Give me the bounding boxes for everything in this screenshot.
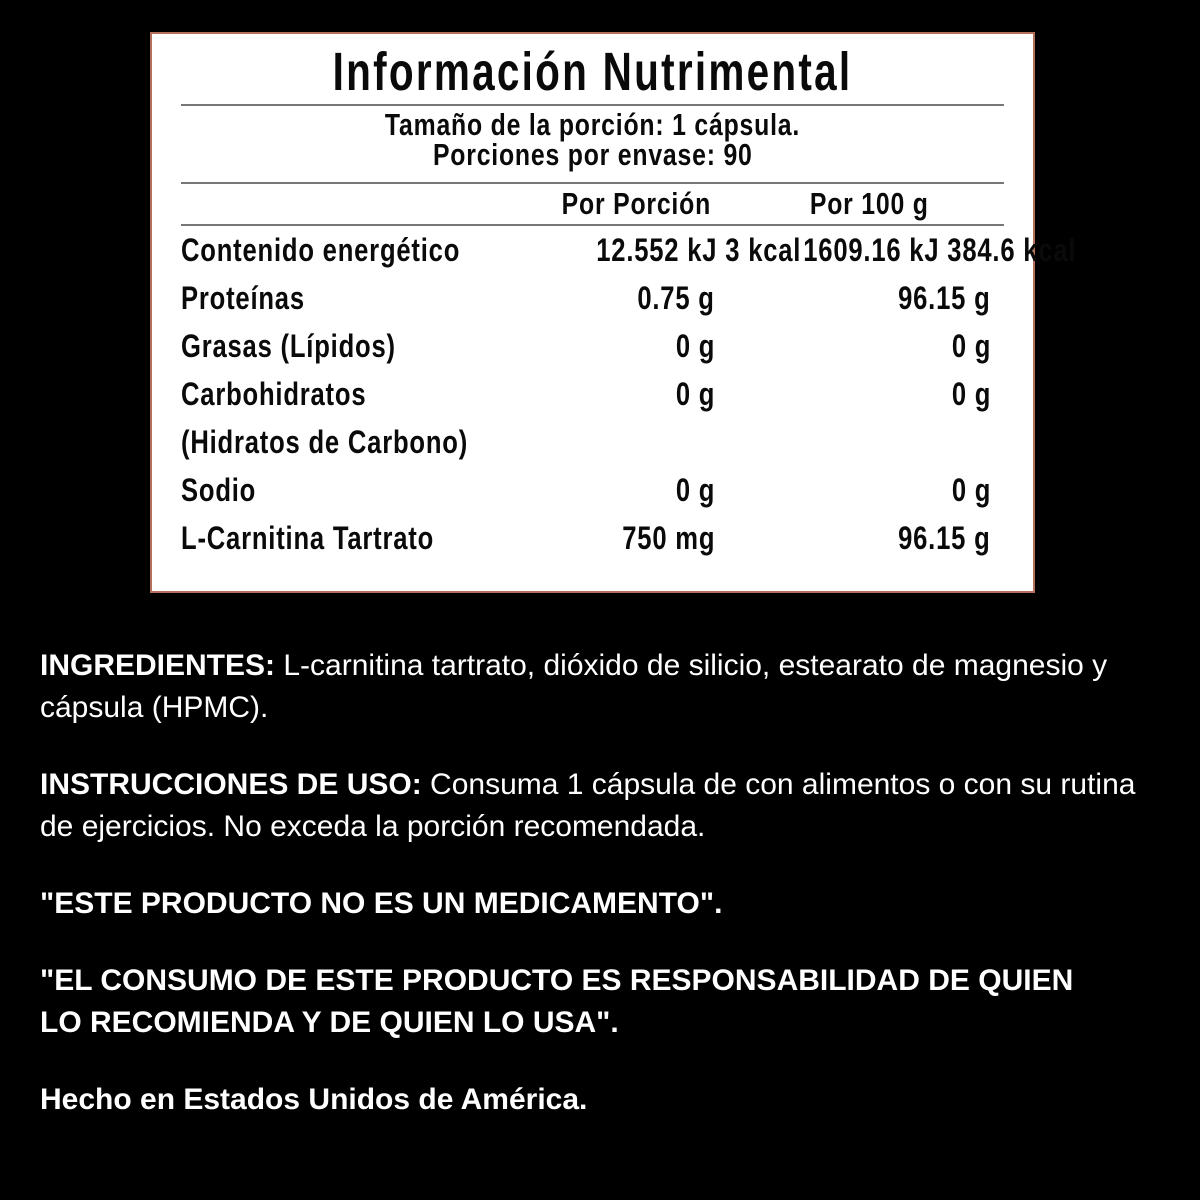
nutrient-row-carbs	[181, 370, 1004, 418]
servings-per-container-text: Porciones por envase: 90	[432, 137, 753, 172]
nutrient-per-100g: 0 g	[951, 471, 991, 508]
nutrient-row-protein	[181, 274, 1004, 322]
column-header-per-100g: Por 100 g	[809, 186, 929, 221]
nutrient-per-serving: 0 g	[675, 327, 715, 364]
disclaimer-responsibility	[40, 960, 1168, 1044]
nutrient-per-serving: 750 mg	[621, 519, 715, 556]
ingredients-label: INGREDIENTES:	[40, 649, 276, 682]
serving-size-text: Tamaño de la porción: 1 cápsula.	[384, 107, 801, 142]
panel-title-text: Información Nutrimental	[332, 42, 853, 102]
nutrient-label: Grasas (Lípidos)	[181, 327, 396, 364]
info-text-section	[40, 645, 1168, 1156]
serving-info	[152, 107, 1033, 172]
nutrition-facts-panel	[150, 32, 1077, 593]
nutrient-per-serving: 12.552 kJ 3 kcal	[596, 231, 802, 268]
panel-title	[152, 42, 1033, 102]
nutrient-per-100g: 0 g	[951, 327, 991, 364]
disclaimer-responsibility-line2: LO RECOMIENDA Y DE QUIEN LO USA".	[40, 1006, 619, 1039]
nutrient-per-100g: 96.15 g	[898, 519, 991, 556]
nutrient-per-100g: 96.15 g	[898, 279, 991, 316]
nutrient-label: L-Carnitina Tartrato	[181, 519, 435, 556]
nutrient-row-fat	[181, 322, 1004, 370]
nutrient-per-serving: 0 g	[675, 471, 715, 508]
divider-rule-top	[181, 104, 1004, 106]
nutrient-row-lcarnitine	[181, 514, 1004, 562]
nutrient-per-100g: 1609.16 kJ 384.6 kcal	[803, 231, 1077, 268]
disclaimer-responsibility-line1: "EL CONSUMO DE ESTE PRODUCTO ES RESPONSABILIDAD DE QUIEN	[40, 964, 1074, 997]
disclaimer-not-medicine: "ESTE PRODUCTO NO ES UN MEDICAMENTO".	[40, 887, 723, 920]
nutrient-row-carbs-alt	[181, 418, 1004, 466]
ingredients-paragraph	[40, 645, 1168, 729]
column-header-per-serving: Por Porción	[561, 186, 711, 221]
nutrient-label: Proteínas	[181, 279, 305, 316]
ingredients-text: L-carnitina tartrato, dióxido de silicio, estearato de magnesio y cápsula (HPMC).	[40, 649, 1108, 724]
servings-per-container-line	[152, 137, 1033, 172]
instructions-text: Consuma 1 cápsula de con alimentos o con su rutina de ejercicios. No exceda la porción recomendada.	[40, 768, 1136, 843]
nutrient-label: Sodio	[181, 471, 257, 508]
nutrient-label: (Hidratos de Carbono)	[181, 423, 469, 460]
nutrient-label: Contenido energético	[181, 231, 461, 268]
nutrient-row-sodium	[181, 466, 1004, 514]
made-in-text: Hecho en Estados Unidos de América.	[40, 1083, 588, 1116]
nutrient-row-energy	[181, 226, 1077, 274]
serving-size-line	[152, 107, 1033, 142]
nutrient-per-100g: 0 g	[951, 375, 991, 412]
nutrient-label: Carbohidratos	[181, 375, 367, 412]
nutrient-per-serving: 0.75 g	[637, 279, 715, 316]
instructions-paragraph	[40, 764, 1168, 848]
nutrient-per-serving: 0 g	[675, 375, 715, 412]
instructions-label: INSTRUCCIONES DE USO:	[40, 768, 422, 801]
column-header-row	[181, 184, 1004, 224]
